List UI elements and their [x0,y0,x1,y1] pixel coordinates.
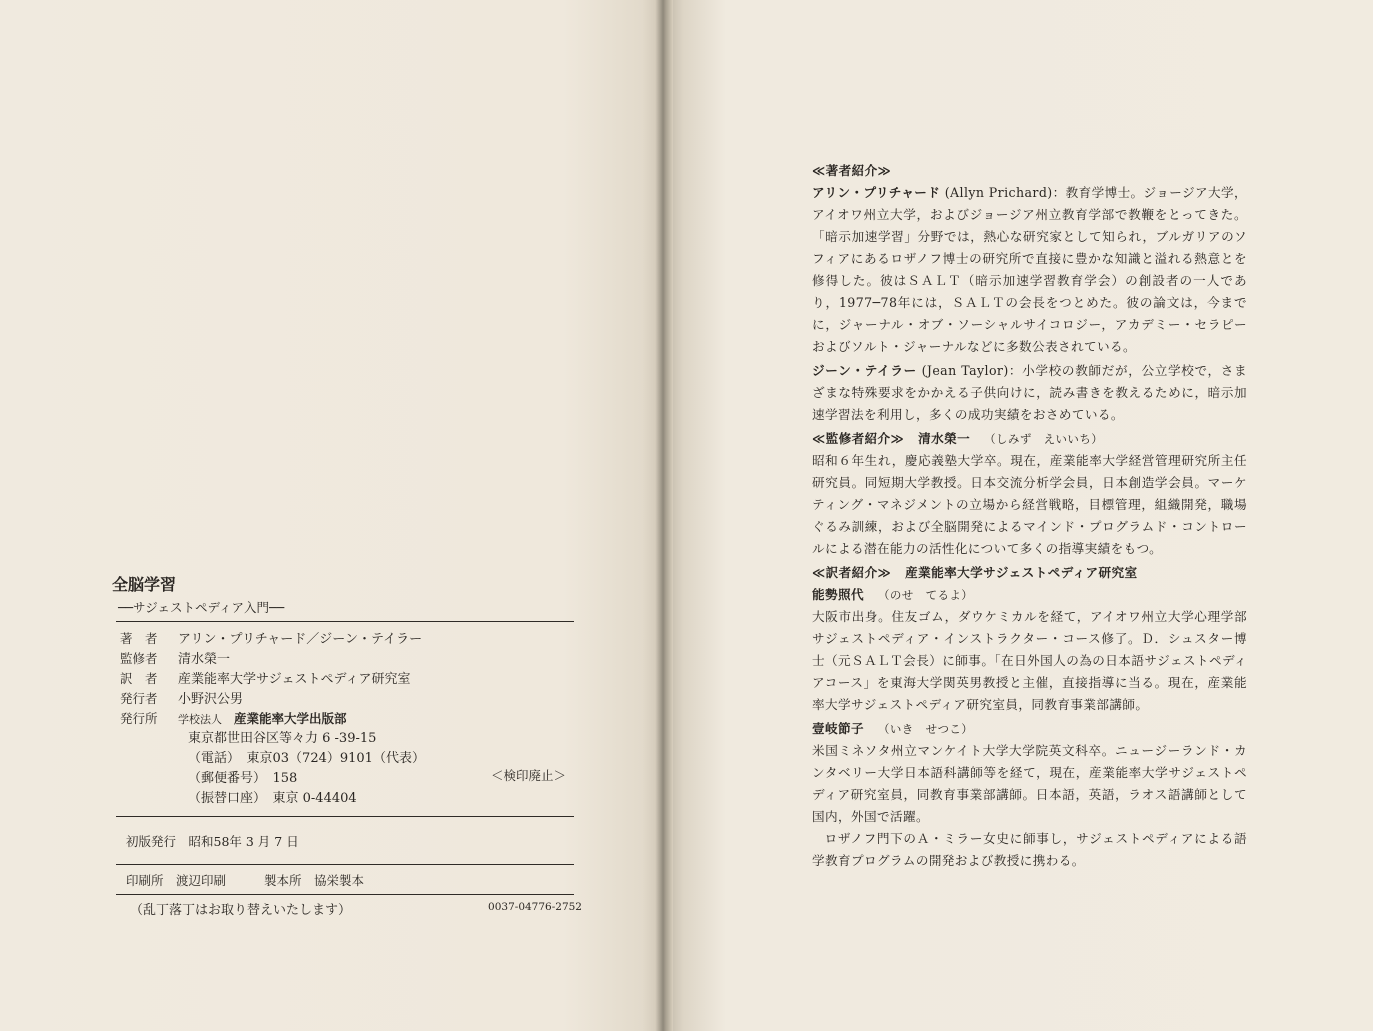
isbn-code: 0037-04776-2752 [488,901,582,913]
book-subtitle: ──サジェストペディア入門── [118,600,285,615]
credit-value: 清水榮一 [178,652,231,667]
credit-label: 訳 者 [120,671,158,686]
translator2-name-line [812,718,1247,740]
printer-label: 印刷所 渡辺印刷 [126,873,227,888]
publisher-postal: （郵便番号） 158 [188,771,298,786]
supervisor-heading: ≪監修者紹介≫ [812,431,905,446]
binder-label: 製本所 協栄製本 [264,873,365,888]
translator1-name: 能勢照代 [812,587,864,602]
credit-row-issuer [120,688,580,708]
publisher-transfer: （振替口座） 東京 0-44404 [188,791,357,806]
translator1-bio: 大阪市出身。住友ゴム，ダウケミカルを経て，アイオワ州立大学心理学部サジェストペディア・インストラクター・コース修了。Ｄ．シュスター博士（元ＳＡＬＴ会長）に師事。「在日外国人の為の日本語サジェストペディアコース」を東海大学関英男教授と主催，直接指導に当る。現在，産業能率大学サジェストペディア研究室員，同教育事業部講師。 [812,609,1247,712]
author1-name: アリン・プリチャード [812,185,941,200]
colophon-footer [130,897,582,921]
stamp-note: ＜検印廃止＞ [490,768,566,783]
replacement-note: （乱丁落丁はお取り替えいたします） [130,903,352,918]
translator2-name: 壹岐節子 [812,721,864,736]
translator1-reading: （のせ てるよ） [877,588,974,602]
publisher-address: 東京都世田谷区等々力 6 -39-15 [188,731,377,746]
colophon-top-rule [116,621,574,622]
credit-value: 産業能率大学サジェストペディア研究室 [178,672,411,687]
credits-block [120,628,580,808]
author2-bio [812,360,1247,426]
translator-heading: ≪訳者紹介≫ [812,565,892,580]
credit-row-supervisor [120,648,580,668]
author1-bio [812,182,1247,358]
authors-heading: ≪著者紹介≫ [812,163,892,178]
credit-value: アリン・プリチャード／ジーン・テイラー [178,632,423,647]
colophon-mid-rule [116,816,574,817]
printer-line [126,870,580,891]
translator2-reading: （いき せつこ） [877,722,974,736]
credit-label: 発行所 [120,711,158,726]
credit-label: 発行者 [120,691,158,706]
publisher-name: 産業能率大学出版部 [234,711,347,726]
credit-row-author [120,628,580,648]
credit-value: 小野沢公男 [178,692,244,707]
credit-label: 著 者 [120,631,158,646]
colophon-printer-rule [116,864,574,865]
book-title: 全脳学習 [112,575,177,594]
first-edition: 初版発行 昭和58年 3 月 7 日 [126,834,299,849]
translator-heading-line [812,562,1247,584]
credit-row-translator [120,668,580,688]
supervisor-heading-line [812,428,1247,450]
translator2-bio: 米国ミネソタ州立マンケイト大学大学院英文科卒。ニュージーランド・カンタベリー大学日本語科講師等を経て，現在，産業能率大学サジェストペディア研究室員，同教育事業部講師。日本語，英語，ラオス語講師として国内，外国で活躍。 [812,743,1247,824]
biography-section [812,160,1247,872]
book-gutter [655,0,673,1031]
colophon-bottom-rule [116,894,574,895]
publisher-type: 学校法人 [178,713,222,726]
colophon [110,574,580,921]
credit-row-publisher [120,708,580,728]
supervisor-bio: 昭和６年生れ，慶応義塾大学卒。現在，産業能率大学経営管理研究所主任研究員。同短期大学教授。日本交流分析学会員，日本創造学会員。マーケティング・マネジメントの立場から経営戦略，目標管理，組織開発，職場ぐるみ訓練，および全脳開発によるマインド・プログラムド・コントロールによる潜在能力の活性化について多くの指導実績をもつ。 [812,453,1247,556]
publisher-phone: （電話） 東京03（724）9101（代表） [188,751,425,766]
author2-text: (Jean Taylor)：小学校の教師だが，公立学校で，さまざまな特殊要求をかかえる子供向けに，読み書きを教えるために，暗示加速学習法を利用し，多くの成功実績をおさめている。 [812,363,1247,422]
author1-text: (Allyn Prichard)：教育学博士。ジョージア大学，アイオワ州立大学，およびジョージア州立教育学部で教鞭をとってきた。「暗示加速学習」分野では，熱心な研究家として知られ，ブルガリアのソフィアにあるロザノフ博士の研究所で直接に豊かな知識と溢れる熱意とを修得した。彼はＳＡＬＴ（暗示加速学習教育学会）の創設者の一人であり，1977─78年には，ＳＡＬＴの会長をつとめた。彼の論文は，今までに，ジャーナル・オブ・ソーシャルサイコロジー，アカデミー・セラピーおよびソルト・ジャーナルなどに多数公表されている。 [812,185,1247,354]
supervisor-name: 清水榮一 [918,431,971,446]
author2-name: ジーン・テイラー [812,363,917,378]
closing-paragraph: ロザノフ門下のＡ・ミラー女史に師事し，サジェストペディアによる語学教育プログラムの開発および教授に携わる。 [812,831,1247,868]
translator1-name-line [812,584,1247,606]
credit-label: 監修者 [120,651,158,666]
supervisor-reading: （しみず えいいち） [984,432,1104,446]
translator-org: 産業能率大学サジェストペディア研究室 [905,565,1138,580]
